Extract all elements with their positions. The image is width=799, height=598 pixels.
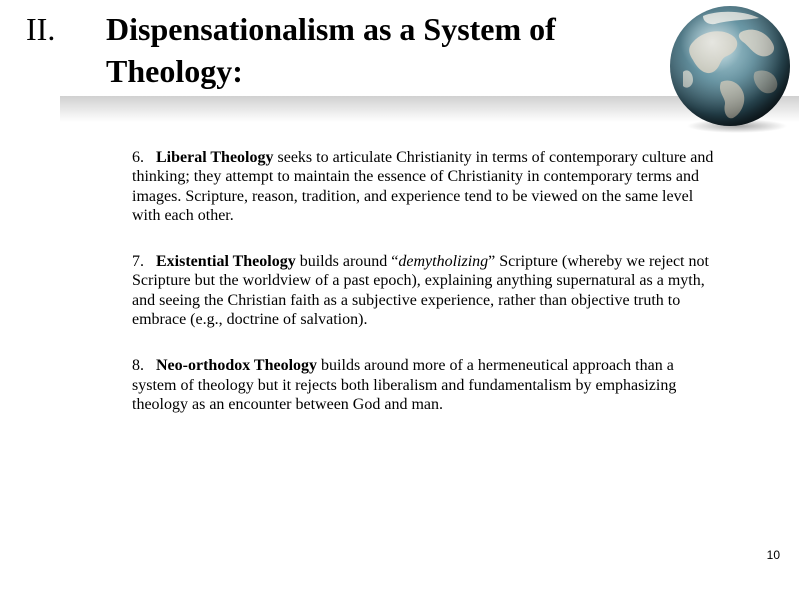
term-neo-orthodox-theology: Neo-orthodox Theology: [156, 357, 318, 375]
section-numeral: II.: [26, 11, 56, 47]
paragraph-neo-orthodox-theology: [132, 356, 717, 414]
paragraph-liberal-theology: [132, 148, 717, 225]
slide-title: Dispensationalism as a System of Theology:: [106, 11, 556, 89]
paragraph-text: seeks to articulate Christianity in terms of contemporary culture and thinking; they attempt to maintain the essence of Christianity in contemporary terms and images. Scripture, reason, tradition, and experience tend to be viewed on the same level with each other.: [132, 149, 714, 224]
paragraph-text-after: ” Scripture (whereby we reject not Scripture but the worldview of a past epoch), explaining anything supernatural as a myth, and seeing the Christian faith as a subjective experience, rather than objective truth to embrace (e.g., doctrine of salvation).: [132, 253, 709, 329]
slide-body: [132, 148, 717, 441]
earth-globe-icon: [663, 2, 797, 134]
emphasis-demytholizing: demytholizing: [398, 253, 489, 271]
globe-shading: [670, 6, 790, 126]
paragraph-text-before: builds around “: [295, 253, 399, 271]
term-existential-theology: Existential Theology: [156, 253, 296, 271]
paragraph-number: 8.: [132, 357, 144, 375]
slide-number: 10: [766, 548, 780, 562]
paragraph-text: builds around more of a hermeneutical approach than a system of theology but it rejects both liberalism and fundamentalism by emphasizing theology as an encounter between God and man.: [132, 357, 677, 413]
term-liberal-theology: Liberal Theology: [156, 149, 274, 166]
paragraph-number: 6.: [132, 149, 144, 166]
paragraph-existential-theology: [132, 252, 717, 329]
paragraph-number: 7.: [132, 253, 144, 271]
